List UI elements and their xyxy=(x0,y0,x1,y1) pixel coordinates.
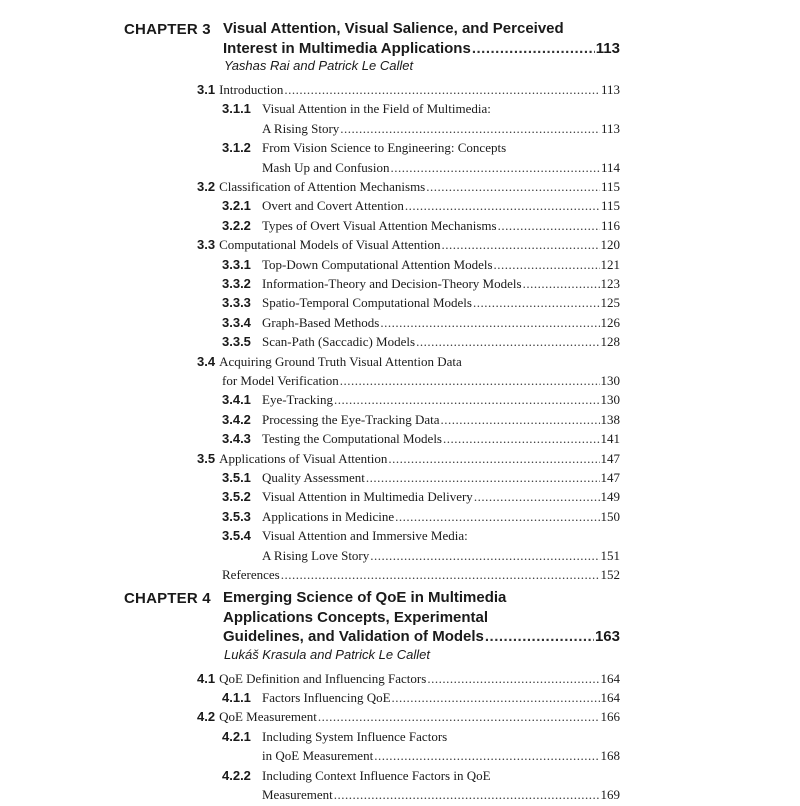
section-number: 3.1.2 xyxy=(222,140,251,156)
section-number: 3.4 xyxy=(197,353,216,369)
subsection-entry xyxy=(262,787,620,806)
entry-title: Measurement xyxy=(262,786,333,802)
subsection-entry xyxy=(222,412,620,431)
entry-title: Including Context Influence Factors in QoE xyxy=(262,767,491,783)
chapter-title-line xyxy=(223,589,620,609)
entry-title: Acquiring Ground Truth Visual Attention Data xyxy=(219,353,462,369)
entry-title: Testing the Computational Models xyxy=(262,431,442,447)
section-number: 3.2 xyxy=(197,179,216,194)
entry-title: Introduction xyxy=(219,82,284,97)
dot-leader xyxy=(474,489,600,505)
subsection-entry xyxy=(222,729,620,748)
entry-title: Applications of Visual Attention xyxy=(219,450,388,466)
section-entry xyxy=(197,237,620,256)
section-number: 4.2.1 xyxy=(222,728,251,744)
entry-page-number: 128 xyxy=(600,334,620,350)
dot-leader xyxy=(334,787,600,803)
entry-page-number: 123 xyxy=(600,276,620,291)
dot-leader xyxy=(498,218,600,234)
chapter-title-text: Applications Concepts, Experimental xyxy=(223,608,489,626)
entry-page-number: 150 xyxy=(600,508,620,524)
section-entry xyxy=(197,179,620,198)
entry-title: Visual Attention in the Field of Multimedia: xyxy=(262,101,491,117)
chapter-title-line xyxy=(223,40,620,60)
entry-title: Top-Down Computational Attention Models xyxy=(262,256,493,272)
subsection-entry xyxy=(222,101,620,120)
entry-title: Eye-Tracking xyxy=(262,392,334,408)
entry-title: for Model Verification xyxy=(222,373,339,388)
chapter-title-text: Guidelines, and Validation of Models xyxy=(223,628,484,645)
chapter-title-text: Visual Attention, Visual Salience, and Perceived xyxy=(223,20,564,37)
chapter-page-number: 163 xyxy=(594,628,620,645)
section-number: 3.3.5 xyxy=(222,334,251,350)
chapter-title-text: Interest in Multimedia Applications xyxy=(223,39,471,57)
entry-page-number: 115 xyxy=(600,198,620,214)
section-number: 3.1.1 xyxy=(222,101,251,117)
entry-title: A Rising Love Story xyxy=(262,547,370,563)
section-number: 3.5.3 xyxy=(222,508,251,524)
subsection-entry xyxy=(222,768,620,787)
dot-leader xyxy=(392,690,600,706)
dot-leader xyxy=(370,548,599,564)
entry-page-number: 130 xyxy=(600,392,620,408)
entry-title: References xyxy=(222,567,280,582)
chapter-title-line xyxy=(223,609,620,629)
entry-page-number: 164 xyxy=(600,670,620,686)
entry-title: Mash Up and Confusion xyxy=(262,159,390,175)
entry-page-number: 115 xyxy=(600,179,620,194)
subsection-entry xyxy=(222,392,620,411)
section-entry xyxy=(197,567,620,586)
dot-leader xyxy=(390,160,600,176)
subsection-entry xyxy=(222,140,620,159)
entry-title: Computational Models of Visual Attention xyxy=(219,237,441,253)
entry-page-number: 121 xyxy=(600,256,620,272)
entry-page-number: 149 xyxy=(600,489,620,505)
subsection-entry xyxy=(222,690,620,709)
subsection-entry xyxy=(222,334,620,353)
section-number: 4.2 xyxy=(197,709,216,725)
dot-leader xyxy=(340,121,600,137)
subsection-entry xyxy=(222,315,620,334)
section-number: 3.4.2 xyxy=(222,411,251,427)
entry-page-number: 169 xyxy=(600,786,620,802)
dot-leader xyxy=(441,412,600,428)
dot-leader xyxy=(442,237,600,253)
section-entry xyxy=(197,354,620,373)
subsection-entry xyxy=(222,218,620,237)
chapter-authors: Yashas Rai and Patrick Le Callet xyxy=(224,58,414,73)
entry-title: Visual Attention in Multimedia Delivery xyxy=(262,489,473,505)
section-entry xyxy=(197,451,620,470)
entry-page-number: 168 xyxy=(600,748,620,764)
entry-title: A Rising Story xyxy=(262,120,340,136)
dot-leader xyxy=(523,276,600,292)
entry-title: Information-Theory and Decision-Theory Models xyxy=(262,276,522,291)
entry-page-number: 116 xyxy=(600,217,620,233)
entry-title: Overt and Covert Attention xyxy=(262,198,404,214)
chapter-label: CHAPTER 4 xyxy=(124,590,211,607)
subsection-entry xyxy=(262,160,620,179)
subsection-entry xyxy=(222,431,620,450)
entry-page-number: 114 xyxy=(600,159,620,175)
entry-title: QoE Definition and Influencing Factors xyxy=(219,670,427,686)
dot-leader xyxy=(380,315,599,331)
entry-page-number: 151 xyxy=(600,547,620,563)
entry-page-number: 130 xyxy=(600,373,620,388)
dot-leader xyxy=(472,40,595,57)
subsection-entry xyxy=(262,748,620,767)
entry-title: Scan-Path (Saccadic) Models xyxy=(262,334,416,350)
section-entry xyxy=(197,709,620,728)
entry-title: Types of Overt Visual Attention Mechanisms xyxy=(262,217,497,233)
subsection-entry xyxy=(222,489,620,508)
entry-title: Factors Influencing QoE xyxy=(262,689,391,705)
dot-leader xyxy=(443,431,600,447)
dot-leader xyxy=(494,257,600,273)
entry-title: Classification of Attention Mechanisms xyxy=(219,179,426,194)
dot-leader xyxy=(426,179,600,195)
subsection-entry xyxy=(222,295,620,314)
entry-page-number: 113 xyxy=(600,120,620,136)
chapter-title-line xyxy=(223,628,620,648)
entry-title: From Vision Science to Engineering: Concepts xyxy=(262,140,507,156)
dot-leader xyxy=(284,82,600,98)
section-number: 3.3.2 xyxy=(222,276,251,291)
dot-leader xyxy=(405,198,600,214)
section-number: 3.3 xyxy=(197,237,216,253)
entry-title: Spatio-Temporal Computational Models xyxy=(262,295,472,311)
subsection-entry xyxy=(222,528,620,547)
entry-page-number: 147 xyxy=(600,470,620,485)
section-number: 3.4.1 xyxy=(222,392,251,408)
dot-leader xyxy=(366,470,600,486)
entry-title: Processing the Eye-Tracking Data xyxy=(262,411,440,427)
section-number: 3.5 xyxy=(197,450,216,466)
section-number: 3.1 xyxy=(197,82,216,97)
chapter-title-text: Emerging Science of QoE in Multimedia xyxy=(223,589,507,606)
chapter-authors: Lukáš Krasula and Patrick Le Callet xyxy=(224,646,430,662)
entry-page-number: 164 xyxy=(600,689,620,705)
section-number: 4.2.2 xyxy=(222,767,251,783)
section-entry xyxy=(197,82,620,101)
chapter-label: CHAPTER 3 xyxy=(124,21,211,38)
dot-leader xyxy=(388,451,599,467)
entry-page-number: 126 xyxy=(600,314,620,330)
entry-title: in QoE Measurement xyxy=(262,748,374,764)
section-number: 3.2.1 xyxy=(222,198,251,214)
section-entry xyxy=(197,671,620,690)
entry-page-number: 125 xyxy=(600,295,620,311)
section-entry xyxy=(197,373,620,392)
section-number: 3.5.1 xyxy=(222,470,251,485)
dot-leader xyxy=(427,671,599,687)
entry-title: QoE Measurement xyxy=(219,709,317,725)
dot-leader xyxy=(340,373,600,389)
section-number: 4.1 xyxy=(197,670,216,686)
subsection-entry xyxy=(262,548,620,567)
dot-leader xyxy=(395,509,599,525)
chapter-title-line xyxy=(223,20,620,40)
entry-title: Quality Assessment xyxy=(262,470,365,485)
entry-page-number: 120 xyxy=(600,237,620,253)
section-number: 3.3.4 xyxy=(222,314,251,330)
subsection-entry xyxy=(222,276,620,295)
entry-page-number: 141 xyxy=(600,431,620,447)
dot-leader xyxy=(485,628,594,645)
section-number: 3.4.3 xyxy=(222,431,251,447)
dot-leader xyxy=(318,709,600,725)
entry-page-number: 113 xyxy=(600,82,620,97)
entry-page-number: 147 xyxy=(600,450,620,466)
entry-title: Including System Influence Factors xyxy=(262,728,448,744)
entry-page-number: 166 xyxy=(600,709,620,725)
entry-title: Applications in Medicine xyxy=(262,508,395,524)
dot-leader xyxy=(374,748,599,764)
subsection-entry xyxy=(262,121,620,140)
entry-title: Visual Attention and Immersive Media: xyxy=(262,528,468,544)
entry-page-number: 138 xyxy=(600,411,620,427)
chapter-page-number: 113 xyxy=(595,39,620,57)
subsection-entry xyxy=(222,257,620,276)
subsection-entry xyxy=(222,470,620,489)
dot-leader xyxy=(473,295,600,311)
entry-page-number: 152 xyxy=(600,567,620,582)
entry-title: Graph-Based Methods xyxy=(262,314,380,330)
section-number: 3.5.4 xyxy=(222,528,251,544)
dot-leader xyxy=(281,567,600,583)
dot-leader xyxy=(334,392,599,408)
section-number: 3.5.2 xyxy=(222,489,251,505)
subsection-entry xyxy=(222,509,620,528)
section-number: 3.3.3 xyxy=(222,295,251,311)
section-number: 3.2.2 xyxy=(222,217,251,233)
section-number: 4.1.1 xyxy=(222,689,251,705)
section-number: 3.3.1 xyxy=(222,256,251,272)
subsection-entry xyxy=(222,198,620,217)
dot-leader xyxy=(416,334,599,350)
